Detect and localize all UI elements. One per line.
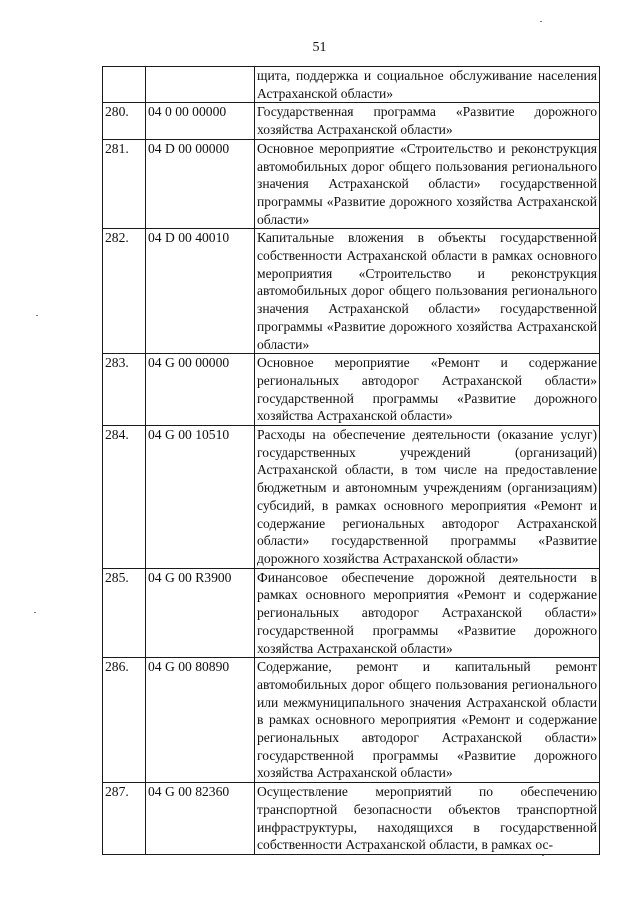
target-article-code: 04 G 00 82360 <box>146 783 255 855</box>
table-row <box>103 139 600 229</box>
expense-description: Капитальные вложения в объекты государственной собственности Астраханской области в рамках основного мероприятия «Строительство и реконструкция автомобильных дорог общего пользования регионального значения Астраханской области» государственной программы «Развитие дорожного хозяйства Астраханской области» <box>255 229 600 354</box>
table-row <box>103 67 600 103</box>
scan-speck <box>34 612 36 613</box>
target-article-code: 04 G 00 80890 <box>146 658 255 783</box>
expense-description: Государственная программа «Развитие дорожного хозяйства Астраханской области» <box>255 103 600 139</box>
target-article-code <box>146 67 255 103</box>
row-number: 285. <box>103 568 146 658</box>
expense-description: Финансовое обеспечение дорожной деятельности в рамках основного мероприятия «Ремонт и содержание региональных автодорог Астраханской области» государственной программы «Развитие дорожного хозяйства Астраханской области» <box>255 568 600 658</box>
expense-description: Расходы на обеспечение деятельности (оказание услуг) государственных учреждений (организаций) Астраханской области, в том числе на предоставление бюджетным и автономным учреждениям (организациям) субсидий, в рамках основного мероприятия «Ремонт и содержание региональных автодорог Астраханской области» государственной программы «Развитие дорожного хозяйства Астраханской области» <box>255 426 600 569</box>
scan-speck <box>36 315 38 316</box>
expense-description: щита, поддержка и социальное обслуживание населения Астраханской области» <box>255 67 600 103</box>
table-row <box>103 229 600 354</box>
table-row <box>103 658 600 783</box>
expense-description: Основное мероприятие «Строительство и реконструкция автомобильных дорог общего пользования регионального значения Астраханской области» государственной программы «Развитие дорожного хозяйства Астраханской области» <box>255 139 600 229</box>
scan-speck <box>542 855 544 856</box>
row-number: 287. <box>103 783 146 855</box>
expense-description: Содержание, ремонт и капитальный ремонт автомобильных дорог общего пользования регионального или межмуниципального значения Астраханской области в рамках основного мероприятия «Ремонт и содержание региональных автодорог Астраханской области» государственной программы «Развитие дорожного хозяйства Астраханской области» <box>255 658 600 783</box>
scan-speck <box>540 21 542 22</box>
table-row <box>103 354 600 426</box>
row-number: 283. <box>103 354 146 426</box>
table-row <box>103 426 600 569</box>
row-number <box>103 67 146 103</box>
target-article-code: 04 D 00 00000 <box>146 139 255 229</box>
table-row <box>103 103 600 139</box>
target-article-code: 04 G 00 10510 <box>146 426 255 569</box>
row-number: 284. <box>103 426 146 569</box>
expense-description: Осуществление мероприятий по обеспечению транспортной безопасности объектов транспортной инфраструктуры, находящихся в государственной собственности Астраханской области, в рамках ос- <box>255 783 600 855</box>
table-row <box>103 783 600 855</box>
row-number: 280. <box>103 103 146 139</box>
page-number: 51 <box>312 40 327 55</box>
target-article-code: 04 0 00 00000 <box>146 103 255 139</box>
target-article-code: 04 D 00 40010 <box>146 229 255 354</box>
target-article-code: 04 G 00 R3900 <box>146 568 255 658</box>
row-number: 286. <box>103 658 146 783</box>
expense-description: Основное мероприятие «Ремонт и содержание региональных автодорог Астраханской области» государственной программы «Развитие дорожного хозяйства Астраханской области» <box>255 354 600 426</box>
table-row <box>103 568 600 658</box>
target-article-code: 04 G 00 00000 <box>146 354 255 426</box>
row-number: 281. <box>103 139 146 229</box>
budget-classification-table <box>102 66 600 855</box>
row-number: 282. <box>103 229 146 354</box>
